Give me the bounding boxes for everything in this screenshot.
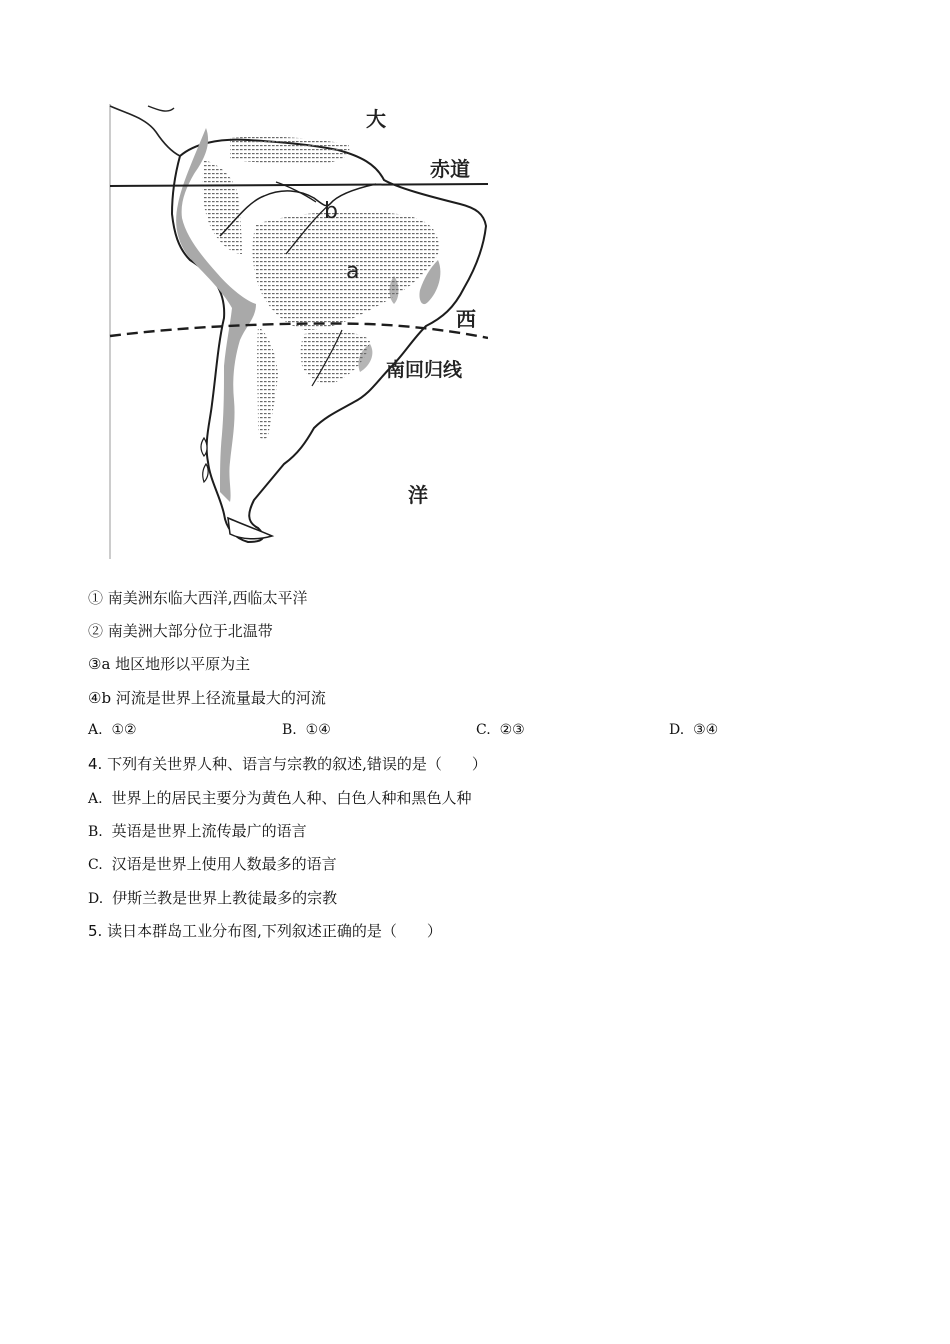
q4-option-d[interactable] — [88, 888, 337, 909]
option-text: ①④ — [305, 722, 331, 738]
option-letter: A. — [88, 791, 103, 807]
map-label-a: a — [346, 259, 360, 284]
q3-option-a[interactable] — [88, 720, 137, 740]
option-text: 伊斯兰教是世界上教徒最多的宗教 — [112, 889, 338, 907]
option-text: ②③ — [499, 722, 525, 738]
q3-statement-3: ③a 地区地形以平原为主 — [88, 655, 251, 673]
q3-option-c[interactable] — [476, 720, 525, 740]
q3-option-d[interactable] — [669, 720, 718, 740]
option-text: 世界上的居民主要分为黄色人种、白色人种和黑色人种 — [111, 789, 472, 807]
q3-statement-4: ④b 河流是世界上径流量最大的河流 — [88, 689, 326, 707]
map-label-da: 大 — [366, 107, 386, 131]
option-letter: B. — [88, 824, 103, 840]
map-label-yang: 洋 — [408, 483, 428, 507]
option-letter: C. — [476, 722, 491, 738]
q3-statement-1: ① 南美洲东临大西洋,西临太平洋 — [88, 589, 308, 607]
option-letter: A. — [88, 722, 103, 738]
q4-option-b[interactable] — [88, 821, 307, 842]
option-letter: D. — [669, 722, 685, 738]
map-label-xi: 西 — [456, 307, 476, 331]
q3-statement-2: ② 南美洲大部分位于北温带 — [88, 622, 273, 640]
option-letter: B. — [282, 722, 297, 738]
map-label-equator: 赤道 — [430, 157, 470, 181]
q4-number: 4. — [88, 755, 103, 773]
option-text: 英语是世界上流传最广的语言 — [111, 822, 307, 840]
option-text: ③④ — [693, 722, 719, 738]
q4-option-c[interactable] — [88, 854, 337, 875]
option-text: 汉语是世界上使用人数最多的语言 — [111, 855, 337, 873]
q3-option-b[interactable] — [282, 720, 331, 740]
q4-stem — [88, 754, 487, 774]
q4-option-a[interactable] — [88, 788, 471, 809]
equator-line — [110, 184, 488, 186]
q5-number: 5. — [88, 922, 103, 940]
plains-shading — [230, 136, 349, 164]
option-text: ①② — [111, 722, 137, 738]
option-letter: C. — [88, 857, 103, 873]
q5-stem-text: 读日本群岛工业分布图,下列叙述正确的是（ ） — [102, 922, 442, 940]
option-letter: D. — [88, 891, 104, 907]
map-label-b: b — [324, 199, 338, 224]
south-america-map — [108, 104, 488, 559]
map-label-tropic: 南回归线 — [386, 359, 463, 381]
q4-stem-text: 下列有关世界人种、语言与宗教的叙述,错误的是（ ） — [102, 755, 487, 773]
q5-stem — [88, 921, 442, 941]
